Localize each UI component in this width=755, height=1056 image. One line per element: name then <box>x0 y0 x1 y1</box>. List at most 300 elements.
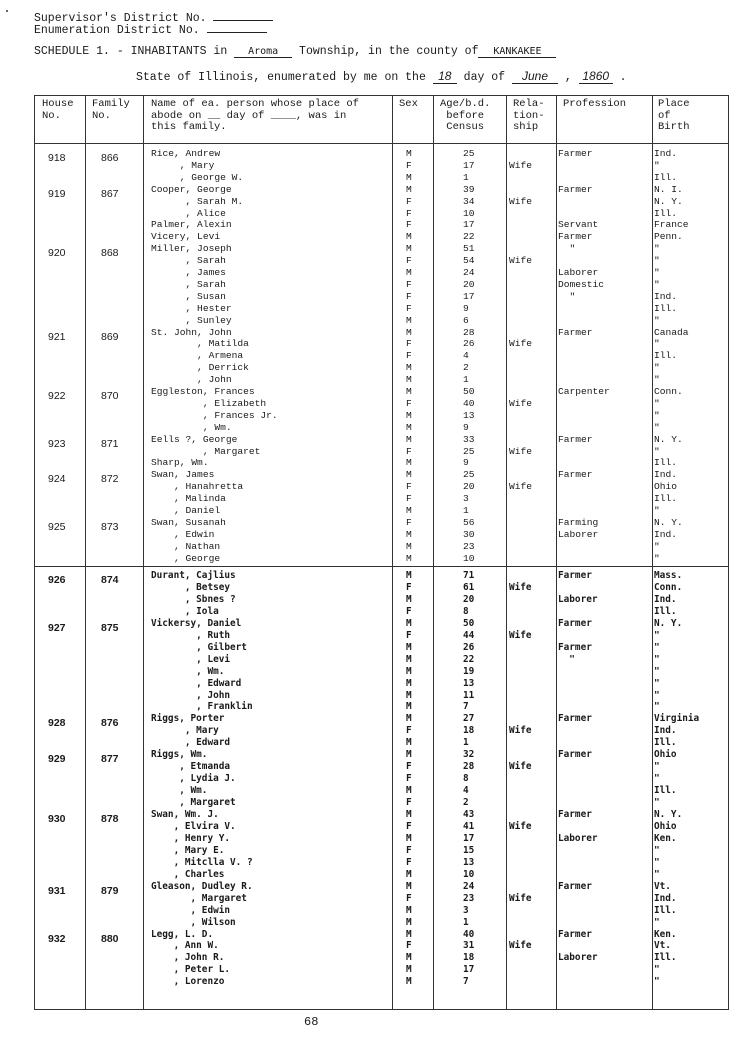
birthplace-value: " <box>654 868 660 880</box>
person-name: , Henry Y. <box>151 832 231 844</box>
birthplace-value: N. Y. <box>654 617 683 629</box>
birthplace-value: Ind. <box>654 593 677 605</box>
age-value: 17 <box>463 159 475 171</box>
sex-value: F <box>406 350 412 362</box>
person-name: , Elizabeth <box>151 397 267 409</box>
birthplace-value: Ill. <box>654 302 678 314</box>
age-value: 4 <box>463 350 469 362</box>
house-number: 920 <box>48 247 66 260</box>
age-value: 17 <box>463 964 475 976</box>
person-name: Swan, Wm. J. <box>151 809 219 820</box>
house-number: 921 <box>48 330 66 343</box>
col-header-relationship: Rela- tion- ship <box>513 98 545 133</box>
house-number: 926 <box>48 574 66 586</box>
person-name: Cooper, George <box>151 183 232 195</box>
profession-value: Laborer <box>558 267 599 278</box>
col-divider <box>143 96 144 1009</box>
birthplace-value: " <box>654 445 660 457</box>
birthplace-value: " <box>654 761 660 773</box>
house-number: 927 <box>48 621 66 634</box>
birthplace-value: " <box>654 976 660 988</box>
sex-value: F <box>406 219 412 231</box>
age-value: 1 <box>463 505 469 516</box>
birthplace-value: Ken. <box>654 832 677 844</box>
age-value: 18 <box>463 952 475 964</box>
age-value: 17 <box>463 832 475 844</box>
birthplace-value: Ken. <box>654 928 677 940</box>
relationship-value: Wife <box>509 195 533 207</box>
birthplace-value: " <box>654 159 660 171</box>
profession-value: Farmer <box>558 326 593 338</box>
birthplace-value: Ohio <box>654 820 677 832</box>
age-value: 3 <box>463 904 469 916</box>
birthplace-value: Ill. <box>654 207 678 219</box>
sex-value: M <box>406 976 412 988</box>
sex-value: M <box>406 570 412 581</box>
birthplace-value: Ill. <box>654 605 677 617</box>
age-value: 26 <box>463 338 475 350</box>
person-name: , Lorenzo <box>151 976 225 988</box>
sex-value: M <box>406 433 412 445</box>
age-value: 20 <box>463 593 475 605</box>
birthplace-value: " <box>654 665 660 677</box>
age-value: 6 <box>463 314 469 326</box>
family-number: 874 <box>101 574 119 586</box>
sex-value: M <box>406 713 412 725</box>
family-number: 869 <box>101 330 119 343</box>
person-name: Vickersy, Daniel <box>151 617 242 629</box>
person-name: , Lydia J. <box>151 773 236 785</box>
sex-value: M <box>406 653 412 665</box>
birthplace-value: Ill. <box>654 350 678 362</box>
sex-value: M <box>406 641 412 653</box>
person-name: Vicery, Levi <box>151 231 221 243</box>
age-value: 28 <box>463 326 475 338</box>
birthplace-value: Ohio <box>654 749 677 761</box>
sex-value: F <box>406 445 412 457</box>
person-name: , Daniel <box>151 505 221 516</box>
relationship-value: Wife <box>509 581 532 593</box>
birthplace-value: Ind. <box>654 469 678 481</box>
sex-value: M <box>406 183 412 195</box>
birthplace-value: Ill. <box>654 457 678 469</box>
profession-value: Domestic <box>558 278 605 290</box>
person-name: , Edwin <box>151 904 231 916</box>
day-value: 18 <box>433 69 457 84</box>
sex-value: F <box>406 820 412 832</box>
enumeration-district-line: Enumeration District No. <box>34 24 267 37</box>
birthplace-value: Ill. <box>654 737 677 749</box>
profession-value: Laborer <box>558 528 599 540</box>
profession-value: Farmer <box>558 928 592 940</box>
person-name: , John R. <box>151 952 225 964</box>
age-value: 32 <box>463 749 475 761</box>
birthplace-value: " <box>654 629 660 641</box>
profession-value: Farmer <box>558 713 592 725</box>
sex-value: M <box>406 868 412 880</box>
family-number: 871 <box>101 437 119 450</box>
age-value: 13 <box>463 409 475 421</box>
profession-value: " <box>558 653 575 665</box>
birthplace-value: Ind. <box>654 148 678 159</box>
person-name: , John <box>151 689 231 701</box>
birthplace-value: Ill. <box>654 952 677 964</box>
person-name: , Gilbert <box>151 641 247 653</box>
age-value: 7 <box>463 701 469 713</box>
age-value: 11 <box>463 689 475 701</box>
person-name: Legg, L. D. <box>151 928 214 940</box>
profession-value: Laborer <box>558 952 598 964</box>
birthplace-value: " <box>654 267 660 278</box>
house-number: 925 <box>48 520 66 533</box>
relationship-value: Wife <box>509 892 532 904</box>
col-header-profession: Profession <box>563 98 627 110</box>
age-value: 4 <box>463 785 469 797</box>
age-value: 40 <box>463 928 475 940</box>
sex-value: M <box>406 505 412 516</box>
age-value: 8 <box>463 605 469 617</box>
birthplace-value: Ill. <box>654 785 677 797</box>
sex-value: F <box>406 302 412 314</box>
birthplace-value: Ind. <box>654 528 678 540</box>
relationship-value: Wife <box>509 481 533 493</box>
relationship-value: Wife <box>509 725 532 737</box>
age-value: 50 <box>463 617 475 629</box>
person-name: , Franklin <box>151 701 253 713</box>
birthplace-value: " <box>654 773 660 785</box>
person-name: Riggs, Porter <box>151 713 225 725</box>
profession-value: Farmer <box>558 749 592 761</box>
sex-value: M <box>406 362 412 374</box>
col-header-sex: Sex <box>399 98 418 110</box>
house-number: 919 <box>48 187 66 200</box>
sex-value: M <box>406 469 412 481</box>
age-value: 7 <box>463 976 469 988</box>
house-number: 928 <box>48 717 66 730</box>
birthplace-value: N. Y. <box>654 809 683 820</box>
family-number: 875 <box>101 621 119 634</box>
birthplace-value: " <box>654 552 660 564</box>
person-name: , Edward <box>151 737 231 749</box>
person-name: , Ann W. <box>151 940 219 952</box>
person-name: , Edward <box>151 677 242 689</box>
person-name: , Levi <box>151 653 231 665</box>
sex-value: F <box>406 797 412 809</box>
sex-value: M <box>406 421 412 433</box>
birthplace-value: " <box>654 916 660 928</box>
col-header-name: Name of ea. person whose place of abode on __ day of ____, was in this family. <box>151 98 359 133</box>
age-value: 8 <box>463 773 469 785</box>
profession-value: Farmer <box>558 433 593 445</box>
person-name: , Derrick <box>151 362 249 374</box>
sex-value: M <box>406 528 412 540</box>
person-name: Rice, Andrew <box>151 148 221 159</box>
family-number: 872 <box>101 473 119 486</box>
birthplace-value: N. Y. <box>654 433 683 445</box>
person-name: Sharp, Wm. <box>151 457 209 469</box>
person-name: , Alice <box>151 207 226 219</box>
age-value: 2 <box>463 797 469 809</box>
age-value: 23 <box>463 892 475 904</box>
birthplace-value: " <box>654 362 660 374</box>
age-value: 9 <box>463 457 469 469</box>
person-name: , George <box>151 552 221 564</box>
sex-value: M <box>406 809 412 820</box>
family-number: 868 <box>101 247 119 260</box>
family-number: 880 <box>101 932 119 945</box>
relationship-value: Wife <box>509 940 532 952</box>
person-name: Palmer, Alexin <box>151 219 232 231</box>
birthplace-value: Canada <box>654 326 689 338</box>
age-value: 17 <box>463 219 475 231</box>
person-name: , Wilson <box>151 916 236 928</box>
age-value: 10 <box>463 868 475 880</box>
birthplace-value: France <box>654 219 689 231</box>
age-value: 19 <box>463 665 475 677</box>
birthplace-value: " <box>654 540 660 552</box>
person-name: , Frances Jr. <box>151 409 278 421</box>
family-number: 866 <box>101 152 119 164</box>
relationship-value: Wife <box>509 629 532 641</box>
person-name: , Margaret <box>151 797 236 809</box>
profession-value: Servant <box>558 219 599 231</box>
profession-value: Laborer <box>558 593 598 605</box>
sex-value: M <box>406 267 412 278</box>
sex-value: M <box>406 409 412 421</box>
age-value: 24 <box>463 267 475 278</box>
person-name: , Sarah <box>151 278 226 290</box>
person-name: , Iola <box>151 605 219 617</box>
sex-value: M <box>406 540 412 552</box>
age-value: 33 <box>463 433 475 445</box>
census-table <box>34 95 729 1010</box>
col-divider <box>85 96 86 1009</box>
birthplace-value: " <box>654 701 660 713</box>
col-divider <box>652 96 653 1009</box>
person-name: Gleason, Dudley R. <box>151 880 253 892</box>
sex-value: M <box>406 148 412 159</box>
age-value: 9 <box>463 302 469 314</box>
birthplace-value: Conn. <box>654 581 683 593</box>
profession-value: Farmer <box>558 880 592 892</box>
age-value: 25 <box>463 445 475 457</box>
age-value: 3 <box>463 493 469 505</box>
age-value: 22 <box>463 231 475 243</box>
sex-value: M <box>406 552 412 564</box>
relationship-value: Wife <box>509 255 533 267</box>
person-name: , Sunley <box>151 314 232 326</box>
age-value: 28 <box>463 761 475 773</box>
person-name: , Malinda <box>151 493 226 505</box>
birthplace-value: N. Y. <box>654 516 683 528</box>
sex-value: F <box>406 892 412 904</box>
sex-value: F <box>406 629 412 641</box>
sex-value: M <box>406 617 412 629</box>
sex-value: M <box>406 677 412 689</box>
sex-value: F <box>406 159 412 171</box>
sex-value: F <box>406 773 412 785</box>
family-number: 878 <box>101 813 119 825</box>
birthplace-value: Mass. <box>654 570 683 581</box>
sex-value: F <box>406 844 412 856</box>
family-number: 873 <box>101 520 119 533</box>
house-number: 929 <box>48 753 66 766</box>
age-value: 44 <box>463 629 475 641</box>
birthplace-value: " <box>654 653 660 665</box>
state-line: State of Illinois, enumerated by me on the 18 day of June , 1860 . <box>136 69 627 84</box>
sex-value: M <box>406 701 412 713</box>
profession-value: " <box>558 290 576 302</box>
house-number: 922 <box>48 390 66 402</box>
profession-value: Farmer <box>558 183 593 195</box>
house-number: 931 <box>48 884 66 897</box>
birthplace-value: Virginia <box>654 713 700 725</box>
birthplace-value: " <box>654 856 660 868</box>
family-number: 877 <box>101 753 119 766</box>
age-value: 13 <box>463 856 475 868</box>
family-number: 870 <box>101 390 119 402</box>
birthplace-value: " <box>654 677 660 689</box>
birthplace-value: " <box>654 409 660 421</box>
relationship-value: Wife <box>509 397 533 409</box>
birthplace-value: Ohio <box>654 481 678 493</box>
person-name: , John <box>151 374 232 386</box>
house-number: 923 <box>48 437 66 450</box>
person-name: , Matilda <box>151 338 249 350</box>
age-value: 27 <box>463 713 475 725</box>
sex-value: M <box>406 928 412 940</box>
sex-value: M <box>406 689 412 701</box>
sex-value: M <box>406 314 412 326</box>
sex-value: F <box>406 338 412 350</box>
age-value: 26 <box>463 641 475 653</box>
age-value: 43 <box>463 809 475 820</box>
person-name: , James <box>151 267 226 278</box>
person-name: , Peter L. <box>151 964 231 976</box>
sex-value: M <box>406 916 412 928</box>
sex-value: M <box>406 171 412 183</box>
profession-value: Farmer <box>558 809 592 820</box>
birthplace-value: Penn. <box>654 231 683 243</box>
house-number: 924 <box>48 473 66 486</box>
person-name: Swan, Susanah <box>151 516 226 528</box>
age-value: 40 <box>463 397 475 409</box>
sex-value: M <box>406 785 412 797</box>
person-name: , Ruth <box>151 629 231 641</box>
year-value: 1860 <box>579 69 613 84</box>
person-name: St. John, John <box>151 326 232 338</box>
sex-value: M <box>406 964 412 976</box>
person-name: , Betsey <box>151 581 231 593</box>
age-value: 20 <box>463 481 475 493</box>
person-name: Riggs, Wm. <box>151 749 208 761</box>
col-divider <box>506 96 507 1009</box>
house-number: 930 <box>48 813 66 825</box>
relationship-value: Wife <box>509 338 533 350</box>
birthplace-value: Ind. <box>654 290 678 302</box>
birthplace-value: Ill. <box>654 171 678 183</box>
page-number: 68 <box>304 1015 319 1029</box>
birthplace-value: Vt. <box>654 880 671 892</box>
sex-value: M <box>406 904 412 916</box>
family-number: 879 <box>101 884 119 897</box>
person-name: , George W. <box>151 171 244 183</box>
sex-value: M <box>406 457 412 469</box>
birthplace-value: " <box>654 964 660 976</box>
age-value: 25 <box>463 148 475 159</box>
relationship-value: Wife <box>509 445 533 457</box>
age-value: 41 <box>463 820 475 832</box>
age-value: 18 <box>463 725 475 737</box>
age-value: 56 <box>463 516 475 528</box>
birthplace-value: " <box>654 797 660 809</box>
person-name: , Wm. <box>151 785 208 797</box>
person-name: Eells ?, George <box>151 433 238 445</box>
age-value: 31 <box>463 940 475 952</box>
person-name: Eggleston, Frances <box>151 386 255 397</box>
sex-value: M <box>406 374 412 386</box>
person-name: , Mary <box>151 725 219 737</box>
schedule-line: SCHEDULE 1. - INHABITANTS in Aroma Township, in the county of KANKAKEE <box>34 45 556 58</box>
profession-value: Farmer <box>558 617 592 629</box>
profession-value: Farmer <box>558 570 592 581</box>
person-name: , Etmanda <box>151 761 231 773</box>
birthplace-value: " <box>654 243 660 255</box>
age-value: 22 <box>463 653 475 665</box>
person-name: Miller, Joseph <box>151 243 232 255</box>
person-name: , Susan <box>151 290 226 302</box>
birthplace-value: " <box>654 338 660 350</box>
person-name: , Hester <box>151 302 232 314</box>
age-value: 25 <box>463 469 475 481</box>
sex-value: M <box>406 665 412 677</box>
col-header-family: Family No. <box>92 98 130 122</box>
sex-value: F <box>406 516 412 528</box>
person-name: , Elvira V. <box>151 820 236 832</box>
sex-value: M <box>406 832 412 844</box>
sex-value: F <box>406 856 412 868</box>
birthplace-value: Ill. <box>654 904 677 916</box>
sex-value: M <box>406 749 412 761</box>
scan-speck <box>6 10 8 12</box>
sex-value: M <box>406 326 412 338</box>
age-value: 61 <box>463 581 475 593</box>
profession-value: Farmer <box>558 469 593 481</box>
sex-value: F <box>406 255 412 267</box>
age-value: 9 <box>463 421 469 433</box>
age-value: 51 <box>463 243 475 255</box>
family-number: 876 <box>101 717 119 730</box>
age-value: 15 <box>463 844 475 856</box>
sex-value: F <box>406 761 412 773</box>
age-value: 13 <box>463 677 475 689</box>
age-value: 17 <box>463 290 475 302</box>
profession-value: Farmer <box>558 148 593 159</box>
birthplace-value: " <box>654 505 660 516</box>
sex-value: M <box>406 231 412 243</box>
person-name: , Sarah <box>151 255 226 267</box>
birthplace-value: " <box>654 641 660 653</box>
person-name: , Edwin <box>151 528 215 540</box>
relationship-value: Wife <box>509 820 532 832</box>
relationship-value: Wife <box>509 761 532 773</box>
relationship-value: Wife <box>509 159 533 171</box>
age-value: 1 <box>463 737 469 749</box>
sex-value: F <box>406 581 412 593</box>
birthplace-value: " <box>654 844 660 856</box>
birthplace-value: N. I. <box>654 183 683 195</box>
sex-value: F <box>406 605 412 617</box>
